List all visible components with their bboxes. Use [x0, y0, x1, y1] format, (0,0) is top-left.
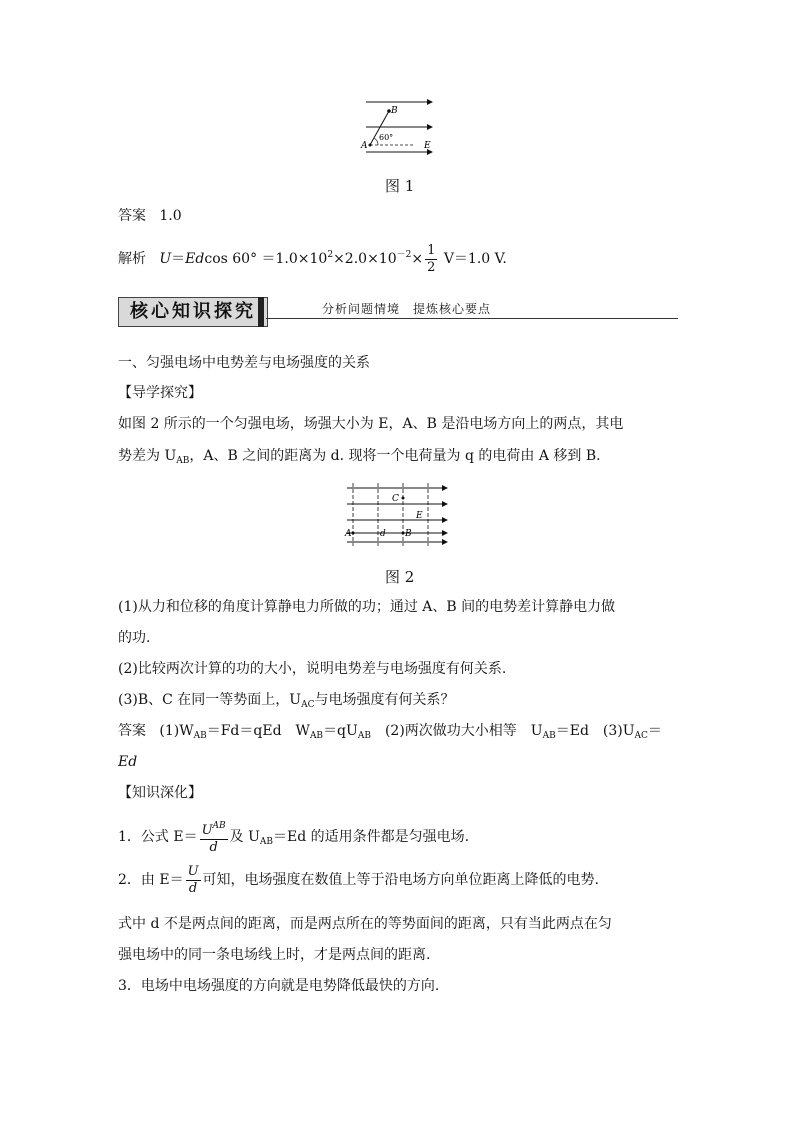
a2-p5: ＝Ed (3)U — [555, 723, 635, 739]
deep-2-pre: 2．由 E＝ — [118, 872, 184, 888]
fig2-label-c: C — [392, 494, 399, 504]
analysis-exp2: －2 — [396, 250, 412, 260]
a2-s5: AC — [634, 731, 648, 741]
analysis-line — [118, 238, 507, 276]
analysis-u: U — [159, 251, 172, 267]
a2-p3: ＝qU — [323, 723, 358, 739]
deep-2-num: U — [187, 863, 199, 879]
figure-2-diagram — [343, 480, 453, 548]
deep-tag: 【知识深化】 — [118, 785, 202, 801]
answer-1 — [118, 206, 182, 226]
question-3 — [118, 690, 454, 715]
fig2-label-d: d — [380, 529, 386, 539]
deep-item-3: 3．电场中电场强度的方向就是电势降低最快的方向. — [118, 978, 440, 994]
deep-2-den: d — [188, 880, 198, 896]
fig2-label-b: B — [405, 529, 412, 539]
analysis-frac-den: 2 — [427, 259, 436, 275]
deep-1-num — [200, 818, 228, 840]
figure-1-diagram — [358, 94, 438, 160]
analysis-ed: Ed — [185, 251, 205, 267]
deep-1-sub: AB — [259, 837, 274, 847]
deep-1-mid: 及 U — [229, 829, 260, 845]
a2-s3: AB — [357, 731, 371, 741]
a2-s4: AB — [542, 731, 556, 741]
a2-p2: ＝Fd＝qEd W — [206, 723, 310, 739]
fig1-label-a: A — [361, 141, 368, 151]
fig1-label-e: E — [424, 141, 431, 151]
fig1-label-b: B — [391, 106, 398, 116]
analysis-result: V＝1.0 V. — [439, 251, 507, 267]
analysis-fraction — [425, 243, 437, 276]
analysis-label: 解析 — [118, 251, 146, 267]
a2-s2: AB — [309, 731, 324, 741]
section-banner-line — [266, 318, 678, 319]
question-1-line-1: (1)从力和位移的角度计算静电力所做的功；通过 A、B 间的电势差计算静电力做 — [118, 599, 616, 615]
q3-pre: (3)B、C 在同一等势面上，U — [118, 692, 302, 708]
answer-2-line-2: Ed — [118, 754, 138, 770]
section-heading: 一、匀强电场中电势差与电场强度的关系 — [118, 355, 370, 371]
figure-1-caption: 图 1 — [385, 177, 415, 195]
a2-p6: ＝ — [647, 723, 662, 739]
para1-sub: AB — [176, 456, 190, 466]
deep-item-2 — [118, 863, 599, 897]
figure-2-caption: 图 2 — [385, 568, 415, 586]
deep-1-fraction — [200, 818, 228, 856]
deep-2-fraction — [186, 864, 201, 897]
fig2-label-e: E — [416, 511, 423, 521]
question-2: (2)比较两次计算的功的大小，说明电势差与电场强度有何关系. — [118, 661, 507, 677]
paragraph-1-line-1: 如图 2 所示的一个匀强电场，场强大小为 E，A、B 是沿电场方向上的两点，其电 — [118, 416, 624, 432]
a2-s1: AB — [193, 731, 207, 741]
q3-sub: AC — [301, 700, 315, 710]
a2-p4: (2)两次做功大小相等 U — [370, 723, 543, 739]
para1-line2-text: 势差为 U — [118, 448, 177, 464]
section-banner-bar — [258, 297, 264, 327]
q3-post: 与电场强度有何关系？ — [314, 692, 455, 708]
answer-2-line-1 — [118, 721, 662, 746]
deep-1-pre: 1．公式 E＝ — [118, 829, 198, 845]
deep-1-num-sup: AB — [212, 821, 226, 831]
deep-1-post: ＝Ed 的适用条件都是匀强电场. — [273, 829, 470, 845]
deep-1-num-u: U — [201, 823, 213, 838]
deep-item-1 — [118, 818, 469, 859]
fig2-label-a: A — [345, 529, 352, 539]
deep-2-post: 可知，电场强度在数值上等于沿电场方向单位距离上降低的电势. — [202, 872, 599, 888]
answer-1-value: 1.0 — [159, 208, 182, 224]
section-banner-title: 核心知识探究 — [118, 297, 268, 327]
analysis-exp1: 2 — [327, 250, 334, 260]
fig1-label-angle: 60° — [379, 133, 394, 142]
analysis-eq: ＝ — [171, 251, 186, 267]
question-1-line-2: 的功. — [118, 630, 151, 646]
analysis-mid: ×2.0×10 — [333, 251, 397, 267]
deep-item-2b-line-1: 式中 d 不是两点间的距离，而是两点所在的等势面间的距离，只有当此两点在匀 — [118, 916, 612, 932]
analysis-frac-num: 1 — [427, 242, 436, 258]
paragraph-1-line-2 — [118, 446, 601, 471]
analysis-cos: cos 60° ＝1.0×10 — [204, 251, 328, 267]
a2-p1: (1)W — [159, 723, 194, 739]
answer-2-label: 答案 — [118, 723, 146, 739]
deep-1-den: d — [209, 840, 218, 855]
para1-line2-rest: ，A、B 之间的距离为 d. 现将一个电荷量为 q 的电荷由 A 移到 B. — [189, 448, 601, 464]
guide-tag: 【导学探究】 — [118, 385, 202, 401]
deep-item-2b-line-2: 强电场中的同一条电场线上时，才是两点间的距离. — [118, 947, 431, 963]
answer-1-label: 答案 — [118, 208, 146, 224]
section-banner-subtitle: 分析问题情境 提炼核心要点 — [322, 302, 492, 316]
analysis-times: × — [411, 251, 424, 267]
